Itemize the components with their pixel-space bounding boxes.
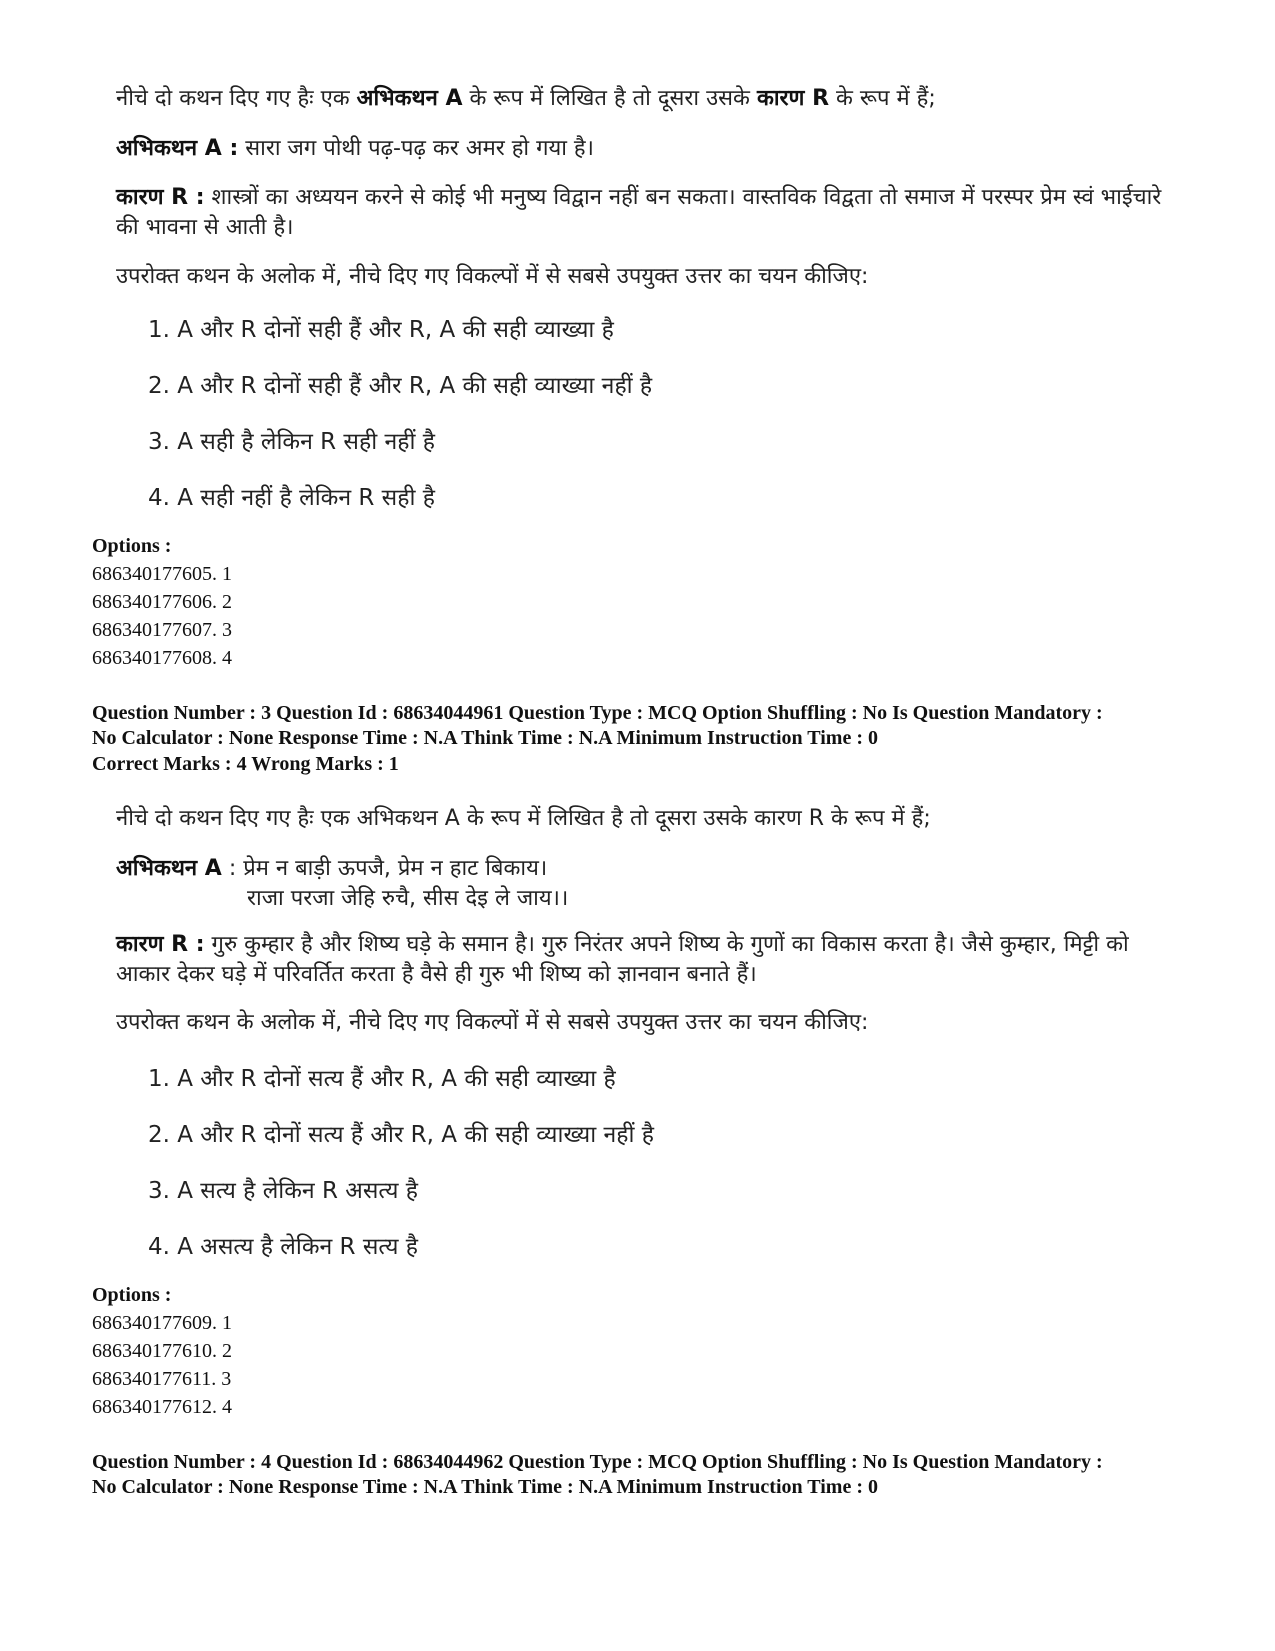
q3-assertion bbox=[116, 854, 1176, 914]
q3-choice-3: 3. A सत्य है लेकिन R असत्य है bbox=[148, 1178, 418, 1204]
q3-meta-line-2: No Calculator : None Response Time : N.A Think Time : N.A Minimum Instruction Time : 0 bbox=[92, 727, 878, 749]
q3-marks: Correct Marks : 4 Wrong Marks : 1 bbox=[92, 753, 399, 775]
q2-intro-text-mid: के रूप में लिखित है तो दूसरा उसके bbox=[462, 86, 757, 111]
q3-meta-line-1: Question Number : 3 Question Id : 68634044961 Question Type : MCQ Option Shuffling : No Is Question Mandatory : bbox=[92, 702, 1103, 724]
q3-choice-2: 2. A और R दोनों सत्य हैं और R, A की सही व्याख्या नहीं है bbox=[148, 1122, 654, 1148]
q3-intro: नीचे दो कथन दिए गए हैः एक अभिकथन A के रूप में लिखित है तो दूसरा उसके कारण R के रूप में हैं; bbox=[116, 806, 931, 831]
q3-assertion-line-1: : प्रेम न बाड़ी ऊपजै, प्रेम न हाट बिकाय। bbox=[221, 856, 548, 881]
q2-intro-assertion-term: अभिकथन A bbox=[356, 86, 463, 111]
q2-choice-2: 2. A और R दोनों सही हैं और R, A की सही व्याख्या नहीं है bbox=[148, 373, 653, 399]
q3-meta bbox=[92, 701, 1212, 751]
q2-choice-3: 3. A सही है लेकिन R सही नहीं है bbox=[148, 429, 435, 455]
q2-option-3: 686340177607. 3 bbox=[92, 619, 232, 641]
q2-reason-text: शास्त्रों का अध्ययन करने से कोई भी मनुष्य विद्वान नहीं बन सकता। वास्तविक विद्वता तो समाज में परस्पर प्रेम स्वं भाईचारे की भावना से आती है। bbox=[116, 185, 1162, 240]
q3-options-label: Options : bbox=[92, 1284, 172, 1306]
q3-option-4: 686340177612. 4 bbox=[92, 1396, 232, 1418]
q3-assertion-label: अभिकथन A bbox=[116, 856, 222, 881]
q2-option-1: 686340177605. 1 bbox=[92, 563, 232, 585]
q2-assertion bbox=[116, 134, 1176, 164]
q3-reason bbox=[116, 930, 1176, 990]
q3-option-3: 686340177611. 3 bbox=[92, 1368, 232, 1390]
q3-option-1: 686340177609. 1 bbox=[92, 1312, 232, 1334]
q2-intro-text-end: के रूप में हैं; bbox=[829, 86, 936, 111]
q3-reason-text: गुरु कुम्हार है और शिष्य घड़े के समान है। गुरु निरंतर अपने शिष्य के गुणों का विकास करता है। जैसे कुम्हार, मिट्टी को आकार देकर घड़े में परिवर्तित करता है वैसे ही गुरु भी शिष्य को ज्ञानवान बनाते हैं। bbox=[116, 932, 1129, 987]
q2-intro bbox=[116, 84, 1176, 114]
q2-intro-text: नीचे दो कथन दिए गए हैः एक bbox=[116, 86, 357, 111]
q2-choice-1: 1. A और R दोनों सही हैं और R, A की सही व्याख्या है bbox=[148, 317, 614, 343]
q2-assertion-text: सारा जग पोथी पढ़-पढ़ कर अमर हो गया है। bbox=[238, 136, 594, 161]
q4-meta-line-1: Question Number : 4 Question Id : 68634044962 Question Type : MCQ Option Shuffling : No Is Question Mandatory : bbox=[92, 1451, 1103, 1473]
q3-instruction: उपरोक्त कथन के अलोक में, नीचे दिए गए विकल्पों में से सबसे उपयुक्त उत्तर का चयन कीजिए: bbox=[116, 1010, 869, 1035]
q2-intro-reason-term: कारण R bbox=[756, 86, 830, 111]
q2-option-4: 686340177608. 4 bbox=[92, 647, 232, 669]
q2-reason bbox=[116, 183, 1176, 243]
q2-reason-label: कारण R : bbox=[116, 185, 205, 210]
q2-assertion-label: अभिकथन A : bbox=[116, 136, 239, 161]
q3-reason-label: कारण R : bbox=[116, 932, 205, 957]
q3-choice-1: 1. A और R दोनों सत्य हैं और R, A की सही व्याख्या है bbox=[148, 1066, 616, 1092]
q2-options-label: Options : bbox=[92, 535, 172, 557]
q3-assertion-line-2: राजा परजा जेहि रुचै, सीस देइ ले जाय।। bbox=[247, 886, 569, 911]
q4-meta bbox=[92, 1450, 1212, 1500]
q3-option-2: 686340177610. 2 bbox=[92, 1340, 232, 1362]
q3-choice-4: 4. A असत्य है लेकिन R सत्य है bbox=[148, 1234, 418, 1260]
q2-choice-4: 4. A सही नहीं है लेकिन R सही है bbox=[148, 485, 435, 511]
q2-option-2: 686340177606. 2 bbox=[92, 591, 232, 613]
q4-meta-line-2: No Calculator : None Response Time : N.A Think Time : N.A Minimum Instruction Time : 0 bbox=[92, 1476, 878, 1498]
q2-instruction: उपरोक्त कथन के अलोक में, नीचे दिए गए विकल्पों में से सबसे उपयुक्त उत्तर का चयन कीजिए: bbox=[116, 264, 869, 289]
